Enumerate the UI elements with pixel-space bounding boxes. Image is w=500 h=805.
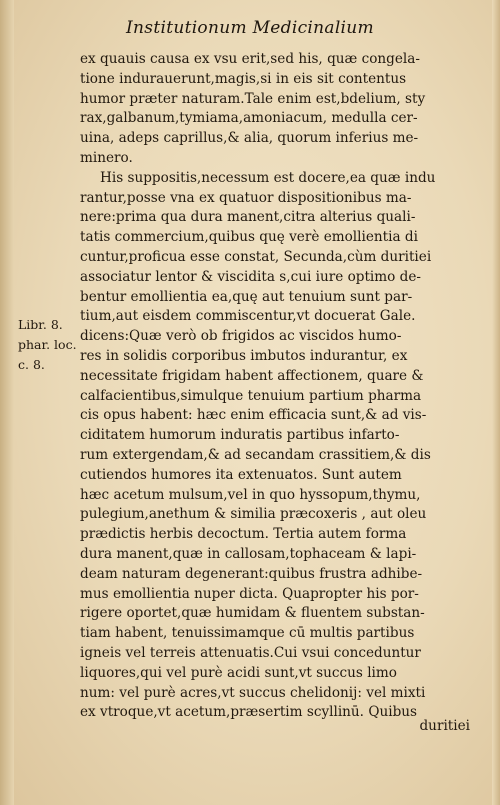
text-line: rigere oportet,quæ humidam & fluentem substan- xyxy=(80,605,425,622)
text-line: bentur emollientia ea,quę aut tenuium sunt par- xyxy=(80,288,413,305)
margin-note-line: Libr. 8. xyxy=(18,317,63,332)
text-line: ex quauis causa ex vsu erit,sed his, quæ congela- xyxy=(80,51,420,67)
margin-note-line: c. 8. xyxy=(18,357,45,372)
text-line: res in solidis corporibus imbutos indurantur, ex xyxy=(80,347,408,364)
text-line: associatur lentor & viscidita s,cui iure optimo de- xyxy=(80,268,422,285)
text-line: tium,aut eisdem commiscentur,vt docuerat Gale. xyxy=(80,308,416,325)
text-line: mus emollientia nuper dicta. Quapropter his por- xyxy=(80,585,419,602)
text-line: dicens:Quæ verò ob frigidos ac viscidos humo- xyxy=(80,328,402,345)
text-line: pulegium,anethum & similia præcoxeris , aut oleu xyxy=(80,506,427,523)
text-line: igneis vel terreis attenuatis.Cui vsui conceduntur xyxy=(80,644,421,661)
text-line: dura manent,quæ in callosam,tophaceam & lapi- xyxy=(80,545,417,562)
text-line: rantur,posse vna ex quatuor dispositionibus ma- xyxy=(80,189,412,206)
text-line: deam naturam degenerant:quibus frustra adhibe- xyxy=(80,565,423,582)
margin-note xyxy=(18,315,78,375)
text-line: tiam habent, tenuissimamque cū multis partibus xyxy=(80,625,415,642)
text-line: His suppositis,necessum est docere,ea quæ indu xyxy=(100,169,436,186)
text-line: cutiendos humores ita extenuatos. Sunt autem xyxy=(80,466,402,483)
body-text xyxy=(80,50,472,723)
text-line: calfacientibus,simulque tenuium partium pharma xyxy=(80,387,422,404)
margin-note-line: phar. loc. xyxy=(18,337,77,352)
text-line: num: vel purè acres,vt succus chelidonij: vel mixti xyxy=(80,684,426,701)
text-line: ex vtroque,vt acetum,præsertim scyllinū. Quibus xyxy=(80,704,417,721)
page-edge-shadow xyxy=(492,0,500,805)
text-line: uina, adeps caprillus,& alia, quorum inferius me- xyxy=(80,130,419,147)
text-line: humor præter naturam.Tale enim est,bdelium, sty xyxy=(80,90,426,107)
text-line: liquores,qui vel purè acidi sunt,vt succus limo xyxy=(80,664,397,681)
text-line: minero. xyxy=(80,149,133,166)
page-gutter-shadow xyxy=(0,0,14,805)
text-line: cuntur,proficua esse constat, Secunda,cùm duritiei xyxy=(80,248,432,265)
text-line: tione indurauerunt,magis,si in eis sit contentus xyxy=(80,70,407,87)
text-line: prædictis herbis decoctum. Tertia autem forma xyxy=(80,526,407,543)
text-line: necessitate frigidam habent affectionem, quare & xyxy=(80,367,424,384)
text-line: cis opus habent: hæc enim efficacia sunt,& ad vis- xyxy=(80,407,427,424)
catchword: duritiei xyxy=(419,718,470,734)
text-line: rax,galbanum,tymiama,amoniacum, medulla cer- xyxy=(80,110,418,127)
text-line: tatis commercium,quibus quę verè emollientia di xyxy=(80,229,418,246)
text-line: rum extergendam,& ad secandam crassitiem,& dis xyxy=(80,446,431,463)
running-head: Institutionum Medicinalium xyxy=(126,18,374,38)
text-line: nere:prima qua dura manent,citra alterius quali- xyxy=(80,209,416,226)
text-line: hæc acetum mulsum,vel in quo hyssopum,thymu, xyxy=(80,486,421,503)
text-line: ciditatem humorum induratis partibus infarto- xyxy=(80,427,400,444)
